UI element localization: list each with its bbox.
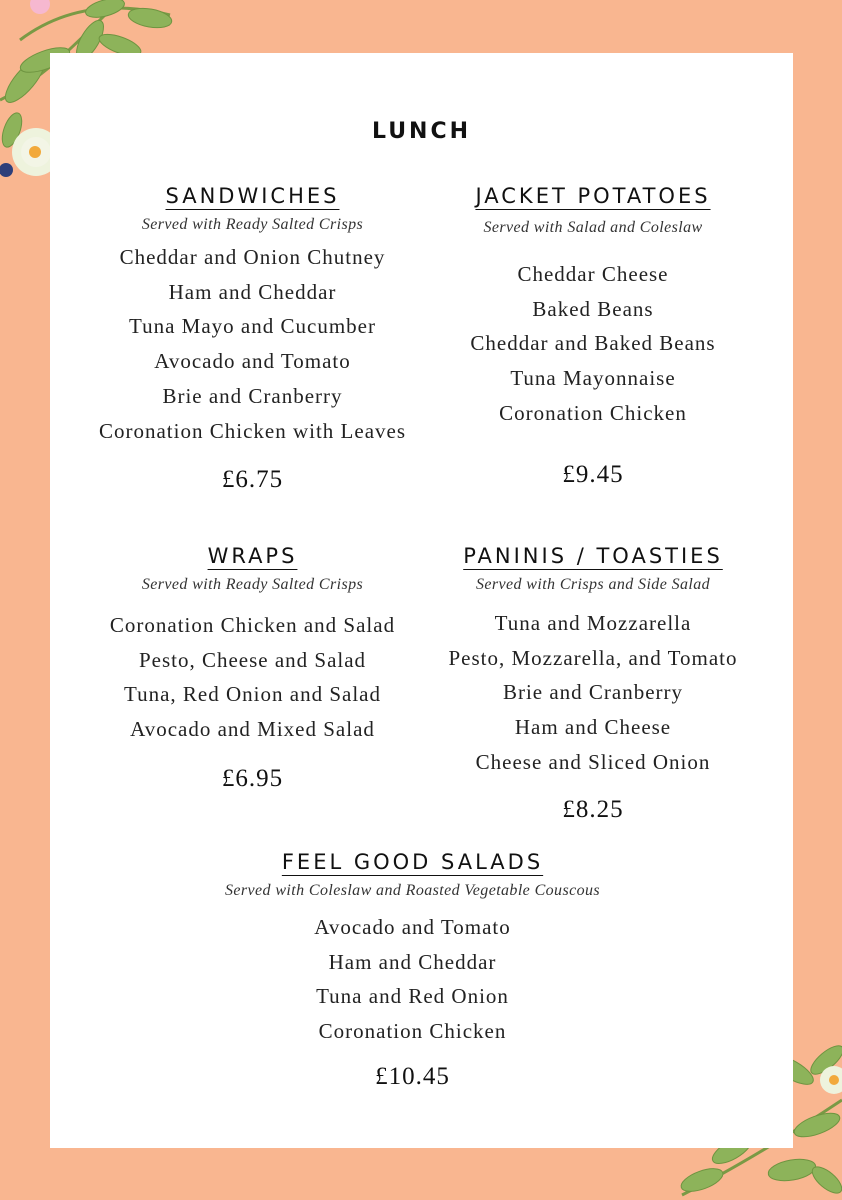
item-list xyxy=(65,240,440,448)
section-feel-good-salads xyxy=(150,850,675,1091)
item-list xyxy=(418,606,768,780)
menu-item: Ham and Cheddar xyxy=(328,949,497,974)
menu-card xyxy=(50,53,793,1148)
menu-item: Tuna and Mozzarella xyxy=(494,611,692,635)
menu-item: Avocado and Tomato xyxy=(314,915,511,939)
section-price: £10.45 xyxy=(375,1062,450,1090)
item-list xyxy=(65,608,440,747)
section-paninis-toasties xyxy=(418,544,768,824)
section-title: SANDWICHES xyxy=(165,184,340,208)
menu-item: Brie and Cranberry xyxy=(502,680,684,705)
menu-item: Tuna Mayo and Cucumber xyxy=(129,314,376,339)
section-jacket-potatoes xyxy=(418,184,768,489)
menu-item: Tuna, Red Onion and Salad xyxy=(124,682,381,707)
section-price: £8.25 xyxy=(562,795,624,823)
section-wraps xyxy=(65,544,440,793)
section-price: £9.45 xyxy=(562,460,624,488)
section-subtitle: Served with Salad and Coleslaw xyxy=(483,219,703,236)
section-subtitle: Served with Crisps and Side Salad xyxy=(475,576,711,593)
menu-item: Coronation Chicken xyxy=(318,1019,507,1044)
item-list xyxy=(150,910,675,1049)
menu-item: Coronation Chicken xyxy=(499,400,687,425)
menu-item: Avocado and Tomato xyxy=(154,349,351,374)
section-title: PANINIS / TOASTIES xyxy=(463,544,723,568)
section-subtitle: Served with Coleslaw and Roasted Vegetable Couscous xyxy=(224,882,601,899)
menu-item: Tuna and Red Onion xyxy=(316,984,509,1009)
section-title: JACKET POTATOES xyxy=(475,184,711,208)
menu-item: Coronation Chicken and Salad xyxy=(109,613,396,637)
menu-item: Avocado and Mixed Salad xyxy=(130,717,375,742)
section-sandwiches xyxy=(65,184,440,494)
menu-item: Cheddar and Onion Chutney xyxy=(119,245,386,269)
menu-item: Pesto, Mozzarella, and Tomato xyxy=(448,645,738,670)
section-subtitle: Served with Ready Salted Crisps xyxy=(141,216,364,233)
section-title: WRAPS xyxy=(207,544,298,568)
section-title: FEEL GOOD SALADS xyxy=(281,850,544,874)
menu-item: Cheddar and Baked Beans xyxy=(470,331,716,356)
menu-item: Tuna Mayonnaise xyxy=(510,366,676,391)
section-price: £6.75 xyxy=(221,466,284,494)
menu-item: Brie and Cranberry xyxy=(162,383,343,408)
menu-item: Baked Beans xyxy=(532,296,654,321)
menu-item: Ham and Cheddar xyxy=(168,279,337,304)
menu-title: LUNCH xyxy=(371,119,472,144)
menu-item: Cheese and Sliced Onion xyxy=(475,749,711,774)
item-list xyxy=(418,257,768,431)
menu-item: Cheddar Cheese xyxy=(517,262,669,286)
menu-item: Coronation Chicken with Leaves xyxy=(98,418,407,443)
section-price: £6.95 xyxy=(221,764,284,792)
menu-item: Pesto, Cheese and Salad xyxy=(138,647,367,672)
menu-item: Ham and Cheese xyxy=(514,715,672,740)
section-subtitle: Served with Ready Salted Crisps xyxy=(141,576,364,593)
